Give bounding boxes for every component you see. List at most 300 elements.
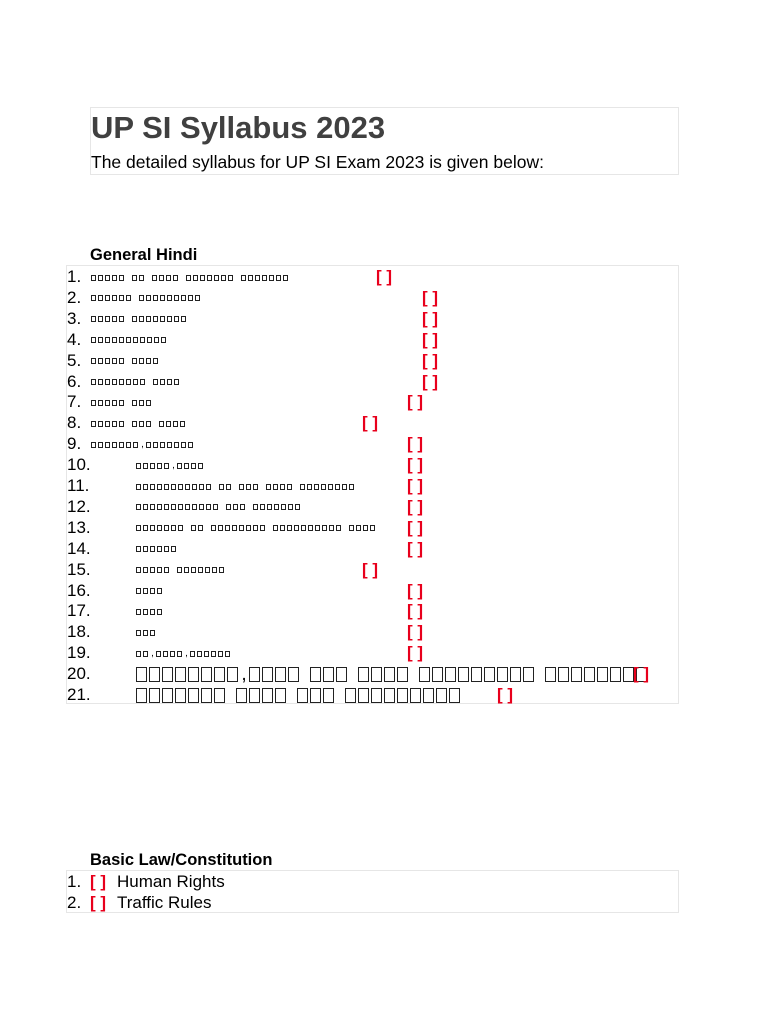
missing-glyph-box: [174, 442, 179, 448]
glyph-separator: ,: [172, 460, 175, 472]
list-item-label: [91, 420, 186, 427]
missing-glyph-box: [98, 358, 103, 364]
missing-glyph-box: [105, 442, 110, 448]
missing-glyph-box: [262, 275, 267, 281]
missing-glyph-box: [105, 358, 110, 364]
missing-glyph-box: [266, 484, 271, 490]
missing-glyph-box: [164, 546, 169, 552]
list-item-label: [136, 648, 231, 660]
missing-glyph-run: [226, 504, 246, 510]
blank-bracket: [ ]: [407, 476, 424, 495]
missing-glyph-box: [105, 295, 110, 301]
missing-glyph-box: [419, 667, 430, 682]
missing-glyph-box: [214, 667, 225, 682]
missing-glyph-run: [136, 504, 219, 510]
missing-glyph-run: [146, 442, 194, 448]
missing-glyph-box: [105, 400, 110, 406]
missing-glyph-box: [136, 609, 141, 615]
glyph-separator: ,: [151, 648, 154, 660]
missing-glyph-box: [239, 525, 244, 531]
missing-glyph-run: [191, 525, 204, 531]
list-item: [67, 266, 680, 287]
list-item-number: 4.: [67, 329, 82, 349]
list-item-label: [91, 274, 289, 281]
missing-glyph-run: [91, 358, 125, 364]
missing-glyph-box: [248, 275, 253, 281]
missing-glyph-box: [342, 484, 347, 490]
missing-glyph-run: [136, 567, 170, 573]
missing-glyph-box: [119, 316, 124, 322]
missing-glyph-run: [136, 525, 184, 531]
missing-glyph-box: [149, 688, 160, 703]
list-item-number: 1.: [67, 872, 82, 891]
missing-glyph-box: [136, 651, 141, 657]
blank-bracket: [ ]: [633, 664, 650, 684]
missing-glyph-box: [150, 588, 155, 594]
missing-glyph-box: [484, 667, 495, 682]
title-block: [90, 107, 679, 175]
missing-glyph-box: [315, 525, 320, 531]
missing-glyph-run: [132, 421, 152, 427]
missing-glyph-box: [255, 275, 260, 281]
blank-bracket: [ ]: [407, 601, 424, 621]
missing-glyph-box: [175, 667, 186, 682]
missing-glyph-box: [199, 504, 204, 510]
blank-bracket: [ ]: [497, 685, 514, 704]
missing-glyph-box: [310, 667, 321, 682]
list-item-label: [136, 687, 461, 703]
missing-glyph-box: [345, 688, 356, 703]
missing-glyph-box: [153, 379, 158, 385]
missing-glyph-box: [126, 295, 131, 301]
missing-glyph-box: [157, 463, 162, 469]
list-item-label: [91, 316, 187, 323]
missing-glyph-box: [173, 421, 178, 427]
missing-glyph-box: [188, 667, 199, 682]
list-item: [67, 475, 680, 496]
missing-glyph-run: [177, 567, 225, 573]
missing-glyph-box: [571, 667, 582, 682]
missing-glyph-run: [136, 484, 212, 490]
missing-glyph-box: [423, 688, 434, 703]
missing-glyph-run: [186, 275, 234, 281]
missing-glyph-box: [269, 275, 274, 281]
list-item: [67, 600, 680, 621]
list-item-label: [91, 379, 180, 386]
missing-glyph-box: [105, 379, 110, 385]
missing-glyph-box: [119, 400, 124, 406]
list-item-number: 19.: [67, 643, 91, 663]
list-item: [67, 642, 680, 663]
missing-glyph-run: [300, 484, 355, 490]
missing-glyph-box: [497, 667, 508, 682]
missing-glyph-box: [98, 379, 103, 385]
missing-glyph-box: [146, 295, 151, 301]
missing-glyph-box: [314, 484, 319, 490]
missing-glyph-box: [198, 463, 203, 469]
missing-glyph-box: [358, 688, 369, 703]
list-item: [67, 308, 680, 329]
missing-glyph-box: [185, 504, 190, 510]
missing-glyph-box: [91, 379, 96, 385]
glyph-separator: ,: [141, 439, 144, 451]
missing-glyph-run: [239, 484, 259, 490]
missing-glyph-box: [191, 463, 196, 469]
missing-glyph-box: [150, 504, 155, 510]
missing-glyph-box: [214, 688, 225, 703]
missing-glyph-box: [241, 275, 246, 281]
blank-bracket: [ ]: [90, 872, 107, 891]
missing-glyph-box: [143, 567, 148, 573]
missing-glyph-box: [232, 525, 237, 531]
missing-glyph-box: [206, 504, 211, 510]
basic-law-list: [66, 870, 679, 913]
missing-glyph-box: [195, 295, 200, 301]
list-item: [67, 433, 680, 454]
missing-glyph-box: [160, 442, 165, 448]
list-item-label: [91, 295, 201, 302]
missing-glyph-box: [218, 525, 223, 531]
missing-glyph-box: [188, 688, 199, 703]
missing-glyph-box: [98, 421, 103, 427]
missing-glyph-box: [219, 567, 224, 573]
missing-glyph-box: [164, 484, 169, 490]
missing-glyph-box: [98, 337, 103, 343]
missing-glyph-box: [336, 525, 341, 531]
glyph-separator: ,: [241, 663, 247, 685]
missing-glyph-box: [153, 442, 158, 448]
missing-glyph-box: [198, 525, 203, 531]
missing-glyph-box: [185, 484, 190, 490]
missing-glyph-box: [139, 400, 144, 406]
list-item-label: [136, 588, 163, 595]
missing-glyph-box: [157, 588, 162, 594]
list-item-number: 12.: [67, 496, 91, 516]
missing-glyph-box: [281, 504, 286, 510]
list-item-number: 7.: [67, 392, 82, 412]
missing-glyph-box: [193, 275, 198, 281]
missing-glyph-box: [449, 688, 460, 703]
missing-glyph-box: [510, 667, 521, 682]
blank-bracket: [ ]: [362, 559, 379, 579]
missing-glyph-box: [295, 504, 300, 510]
list-item: [67, 621, 680, 642]
missing-glyph-box: [146, 358, 151, 364]
missing-glyph-box: [119, 275, 124, 281]
missing-glyph-box: [119, 421, 124, 427]
missing-glyph-box: [225, 651, 230, 657]
list-item-number: 6.: [67, 371, 82, 391]
missing-glyph-box: [584, 667, 595, 682]
missing-glyph-box: [147, 337, 152, 343]
missing-glyph-box: [201, 688, 212, 703]
missing-glyph-box: [143, 525, 148, 531]
blank-bracket: [ ]: [407, 580, 424, 600]
missing-glyph-box: [139, 275, 144, 281]
missing-glyph-box: [249, 688, 260, 703]
missing-glyph-box: [228, 275, 233, 281]
missing-glyph-run: [190, 651, 231, 657]
missing-glyph-box: [167, 295, 172, 301]
missing-glyph-box: [214, 275, 219, 281]
missing-glyph-box: [371, 688, 382, 703]
missing-glyph-box: [240, 504, 245, 510]
missing-glyph-box: [273, 525, 278, 531]
missing-glyph-box: [164, 567, 169, 573]
list-item-label: [91, 399, 152, 406]
missing-glyph-box: [276, 275, 281, 281]
missing-glyph-box: [288, 504, 293, 510]
missing-glyph-box: [112, 316, 117, 322]
missing-glyph-box: [246, 525, 251, 531]
missing-glyph-box: [143, 504, 148, 510]
missing-glyph-box: [260, 504, 265, 510]
missing-glyph-box: [349, 525, 354, 531]
missing-glyph-box: [91, 316, 96, 322]
missing-glyph-box: [191, 567, 196, 573]
missing-glyph-box: [171, 546, 176, 552]
missing-glyph-box: [178, 525, 183, 531]
missing-glyph-box: [274, 504, 279, 510]
missing-glyph-box: [262, 688, 273, 703]
missing-glyph-box: [136, 463, 141, 469]
list-item: [67, 892, 680, 913]
missing-glyph-box: [175, 688, 186, 703]
missing-glyph-box: [523, 667, 534, 682]
missing-glyph-box: [143, 651, 148, 657]
missing-glyph-box: [91, 358, 96, 364]
missing-glyph-box: [91, 275, 96, 281]
list-item-label: [136, 504, 301, 511]
missing-glyph-box: [300, 484, 305, 490]
list-item: [67, 412, 680, 433]
missing-glyph-box: [143, 463, 148, 469]
list-item-label: Human Rights: [117, 872, 225, 891]
list-item-label: [136, 629, 156, 636]
missing-glyph-box: [112, 442, 117, 448]
missing-glyph-box: [132, 421, 137, 427]
missing-glyph-box: [156, 651, 161, 657]
missing-glyph-box: [119, 379, 124, 385]
missing-glyph-box: [458, 667, 469, 682]
list-item: [67, 517, 680, 538]
missing-glyph-box: [167, 316, 172, 322]
missing-glyph-box: [307, 484, 312, 490]
missing-glyph-box: [119, 295, 124, 301]
missing-glyph-box: [143, 546, 148, 552]
list-item-number: 11.: [67, 476, 90, 495]
missing-glyph-box: [160, 295, 165, 301]
missing-glyph-box: [219, 484, 224, 490]
missing-glyph-box: [154, 337, 159, 343]
list-item-number: 9.: [67, 434, 82, 454]
missing-glyph-box: [335, 484, 340, 490]
missing-glyph-run: [156, 651, 183, 657]
missing-glyph-run: [136, 546, 177, 552]
missing-glyph-box: [136, 546, 141, 552]
missing-glyph-box: [126, 337, 131, 343]
blank-bracket: [ ]: [422, 287, 439, 307]
missing-glyph-run: [136, 688, 226, 703]
missing-glyph-box: [157, 609, 162, 615]
missing-glyph-box: [211, 525, 216, 531]
missing-glyph-box: [152, 275, 157, 281]
missing-glyph-run: [132, 358, 159, 364]
missing-glyph-box: [98, 400, 103, 406]
missing-glyph-box: [139, 295, 144, 301]
missing-glyph-box: [200, 275, 205, 281]
missing-glyph-box: [211, 651, 216, 657]
missing-glyph-box: [191, 525, 196, 531]
missing-glyph-box: [132, 358, 137, 364]
missing-glyph-run: [91, 379, 146, 385]
missing-glyph-run: [159, 421, 186, 427]
missing-glyph-box: [384, 667, 395, 682]
list-item-label: [136, 483, 355, 490]
missing-glyph-run: [236, 688, 287, 703]
blank-bracket: [ ]: [90, 892, 107, 912]
missing-glyph-box: [132, 316, 137, 322]
list-item: [67, 580, 680, 601]
missing-glyph-box: [140, 337, 145, 343]
missing-glyph-box: [146, 442, 151, 448]
missing-glyph-run: [91, 295, 132, 301]
list-item: [67, 496, 680, 517]
list-item: [67, 454, 680, 475]
missing-glyph-box: [280, 525, 285, 531]
missing-glyph-run: [136, 588, 163, 594]
missing-glyph-box: [112, 379, 117, 385]
missing-glyph-box: [322, 525, 327, 531]
missing-glyph-box: [143, 609, 148, 615]
missing-glyph-run: [132, 400, 152, 406]
missing-glyph-box: [139, 421, 144, 427]
missing-glyph-run: [241, 275, 289, 281]
missing-glyph-box: [328, 484, 333, 490]
missing-glyph-box: [253, 484, 258, 490]
missing-glyph-run: [91, 275, 125, 281]
missing-glyph-box: [136, 630, 141, 636]
missing-glyph-run: [91, 337, 167, 343]
missing-glyph-box: [294, 525, 299, 531]
missing-glyph-box: [280, 484, 285, 490]
missing-glyph-box: [384, 688, 395, 703]
missing-glyph-box: [188, 442, 193, 448]
blank-bracket: [ ]: [422, 350, 439, 370]
missing-glyph-box: [91, 421, 96, 427]
missing-glyph-box: [177, 567, 182, 573]
missing-glyph-box: [153, 316, 158, 322]
missing-glyph-run: [297, 688, 335, 703]
missing-glyph-box: [206, 484, 211, 490]
missing-glyph-box: [397, 688, 408, 703]
missing-glyph-run: [211, 525, 266, 531]
list-item-number: 2.: [67, 287, 82, 307]
missing-glyph-box: [136, 567, 141, 573]
missing-glyph-box: [297, 688, 308, 703]
list-item: [67, 663, 680, 684]
missing-glyph-box: [143, 630, 148, 636]
missing-glyph-run: [345, 688, 461, 703]
missing-glyph-box: [221, 275, 226, 281]
list-item-label: [136, 608, 163, 615]
missing-glyph-box: [105, 337, 110, 343]
missing-glyph-box: [287, 525, 292, 531]
missing-glyph-box: [91, 295, 96, 301]
missing-glyph-run: [419, 667, 535, 682]
missing-glyph-box: [140, 379, 145, 385]
missing-glyph-box: [146, 316, 151, 322]
missing-glyph-box: [149, 667, 160, 682]
missing-glyph-run: [273, 525, 342, 531]
blank-bracket: [ ]: [407, 455, 424, 475]
missing-glyph-box: [150, 525, 155, 531]
missing-glyph-box: [167, 442, 172, 448]
missing-glyph-box: [197, 651, 202, 657]
missing-glyph-box: [136, 667, 147, 682]
missing-glyph-box: [153, 358, 158, 364]
missing-glyph-run: [266, 484, 293, 490]
missing-glyph-box: [162, 688, 173, 703]
missing-glyph-box: [119, 337, 124, 343]
blank-bracket: [ ]: [422, 308, 439, 328]
missing-glyph-run: [358, 667, 409, 682]
missing-glyph-box: [275, 667, 286, 682]
missing-glyph-box: [139, 358, 144, 364]
missing-glyph-box: [236, 688, 247, 703]
missing-glyph-box: [226, 504, 231, 510]
missing-glyph-box: [98, 295, 103, 301]
missing-glyph-box: [192, 484, 197, 490]
missing-glyph-box: [91, 337, 96, 343]
missing-glyph-box: [301, 525, 306, 531]
missing-glyph-box: [198, 567, 203, 573]
missing-glyph-box: [329, 525, 334, 531]
list-item: [67, 684, 680, 705]
missing-glyph-box: [157, 484, 162, 490]
list-item-label: [136, 567, 225, 574]
missing-glyph-box: [397, 667, 408, 682]
list-item: [67, 350, 680, 371]
missing-glyph-box: [227, 667, 238, 682]
list-item-number: 20.: [67, 664, 91, 684]
missing-glyph-box: [610, 667, 621, 682]
missing-glyph-box: [119, 442, 124, 448]
missing-glyph-box: [112, 421, 117, 427]
list-item-label: [136, 460, 204, 472]
missing-glyph-box: [112, 337, 117, 343]
missing-glyph-box: [164, 463, 169, 469]
missing-glyph-box: [98, 275, 103, 281]
blank-bracket: [ ]: [422, 329, 439, 349]
missing-glyph-box: [349, 484, 354, 490]
list-item-label: [91, 439, 194, 451]
missing-glyph-box: [166, 275, 171, 281]
missing-glyph-run: [91, 400, 125, 406]
missing-glyph-box: [126, 379, 131, 385]
missing-glyph-run: [91, 421, 125, 427]
missing-glyph-box: [410, 688, 421, 703]
missing-glyph-run: [136, 463, 170, 469]
list-item-label: [136, 525, 376, 532]
missing-glyph-box: [246, 484, 251, 490]
missing-glyph-box: [177, 463, 182, 469]
missing-glyph-run: [249, 667, 300, 682]
missing-glyph-box: [98, 442, 103, 448]
blank-bracket: [ ]: [407, 622, 424, 642]
missing-glyph-box: [105, 275, 110, 281]
missing-glyph-run: [136, 630, 156, 636]
